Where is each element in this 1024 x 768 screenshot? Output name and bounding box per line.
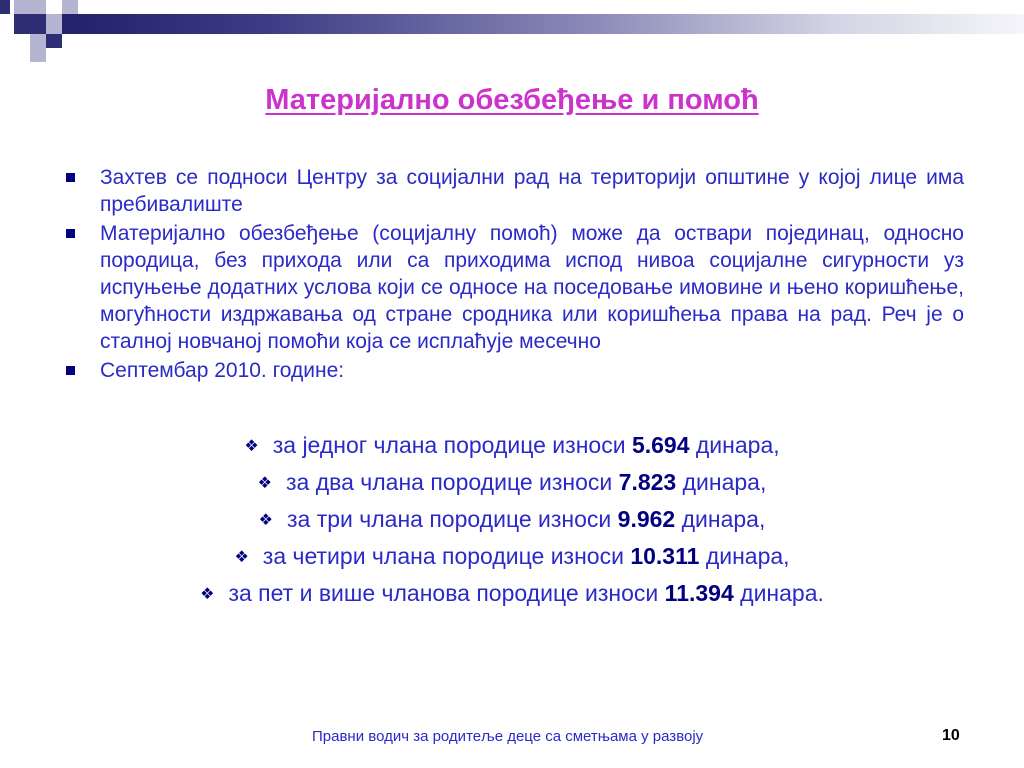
footer-text: Правни водич за родитеље деце са сметњама у развоју [312,728,704,745]
diamond-bullet-icon: ❖ [200,586,215,603]
amount-value: 11.394 [664,580,734,606]
bullet-item [66,164,964,218]
amount-value: 10.311 [630,543,700,569]
decor-square [14,14,46,34]
amount-value: 5.694 [631,432,690,458]
slide-title: Материјално обезбеђење и помоћ [265,84,759,116]
decor-square [62,0,78,14]
diamond-bullet-icon: ❖ [258,512,273,529]
amount-value: 7.823 [618,469,677,495]
decor-square [46,34,62,48]
diamond-bullet-icon: ❖ [244,438,259,455]
decor-square [30,34,46,48]
header-gradient-bar [78,14,1024,34]
amount-item [0,506,1024,543]
decor-square [0,0,10,14]
decor-square [14,0,46,14]
amount-item [0,432,1024,469]
amount-suffix: динара. [740,580,824,606]
amount-item [0,580,1024,617]
amount-prefix: за једног члана породице износи [272,432,626,458]
amount-prefix: за четири члана породице износи [262,543,624,569]
diamond-bullet-icon: ❖ [234,549,249,566]
square-bullet-icon [66,366,75,375]
diamond-bullet-icon: ❖ [257,475,272,492]
decor-square [62,14,78,34]
amount-prefix: за два члана породице износи [285,469,613,495]
bullet-list [66,164,964,386]
amount-suffix: динара, [682,469,767,495]
amount-list [0,432,1024,617]
bullet-item [66,220,964,355]
decor-square [30,48,46,62]
bullet-item [66,357,964,384]
amount-suffix: динара, [705,543,790,569]
amount-prefix: за три члана породице износи [286,506,612,532]
square-bullet-icon [66,173,75,182]
bullet-text: Захтев се подноси Центру за социјални рад на територији општине у којој лице има пребивалиште [100,166,964,216]
square-bullet-icon [66,229,75,238]
amount-suffix: динара, [695,432,780,458]
bullet-text: Септембар 2010. године: [100,359,345,382]
amount-suffix: динара, [681,506,766,532]
amount-prefix: за пет и више чланова породице износи [228,580,659,606]
decor-square [46,14,62,34]
amount-item [0,543,1024,580]
page-number: 10 [942,727,960,744]
bullet-text: Материјално обезбеђење (социјалну помоћ) може да оствари појединац, односно породица, без прихода или са приходима испод нивоа социјалне сигурности уз испуњење додатних услова који се односе на поседовање имовине и њено коришћење, могућности издржавања од стране сродника или коришћења права на рад. Реч је о сталној новчаној помоћи која се исплаћује месечно [100,222,964,353]
amount-value: 9.962 [617,506,676,532]
amount-item [0,469,1024,506]
